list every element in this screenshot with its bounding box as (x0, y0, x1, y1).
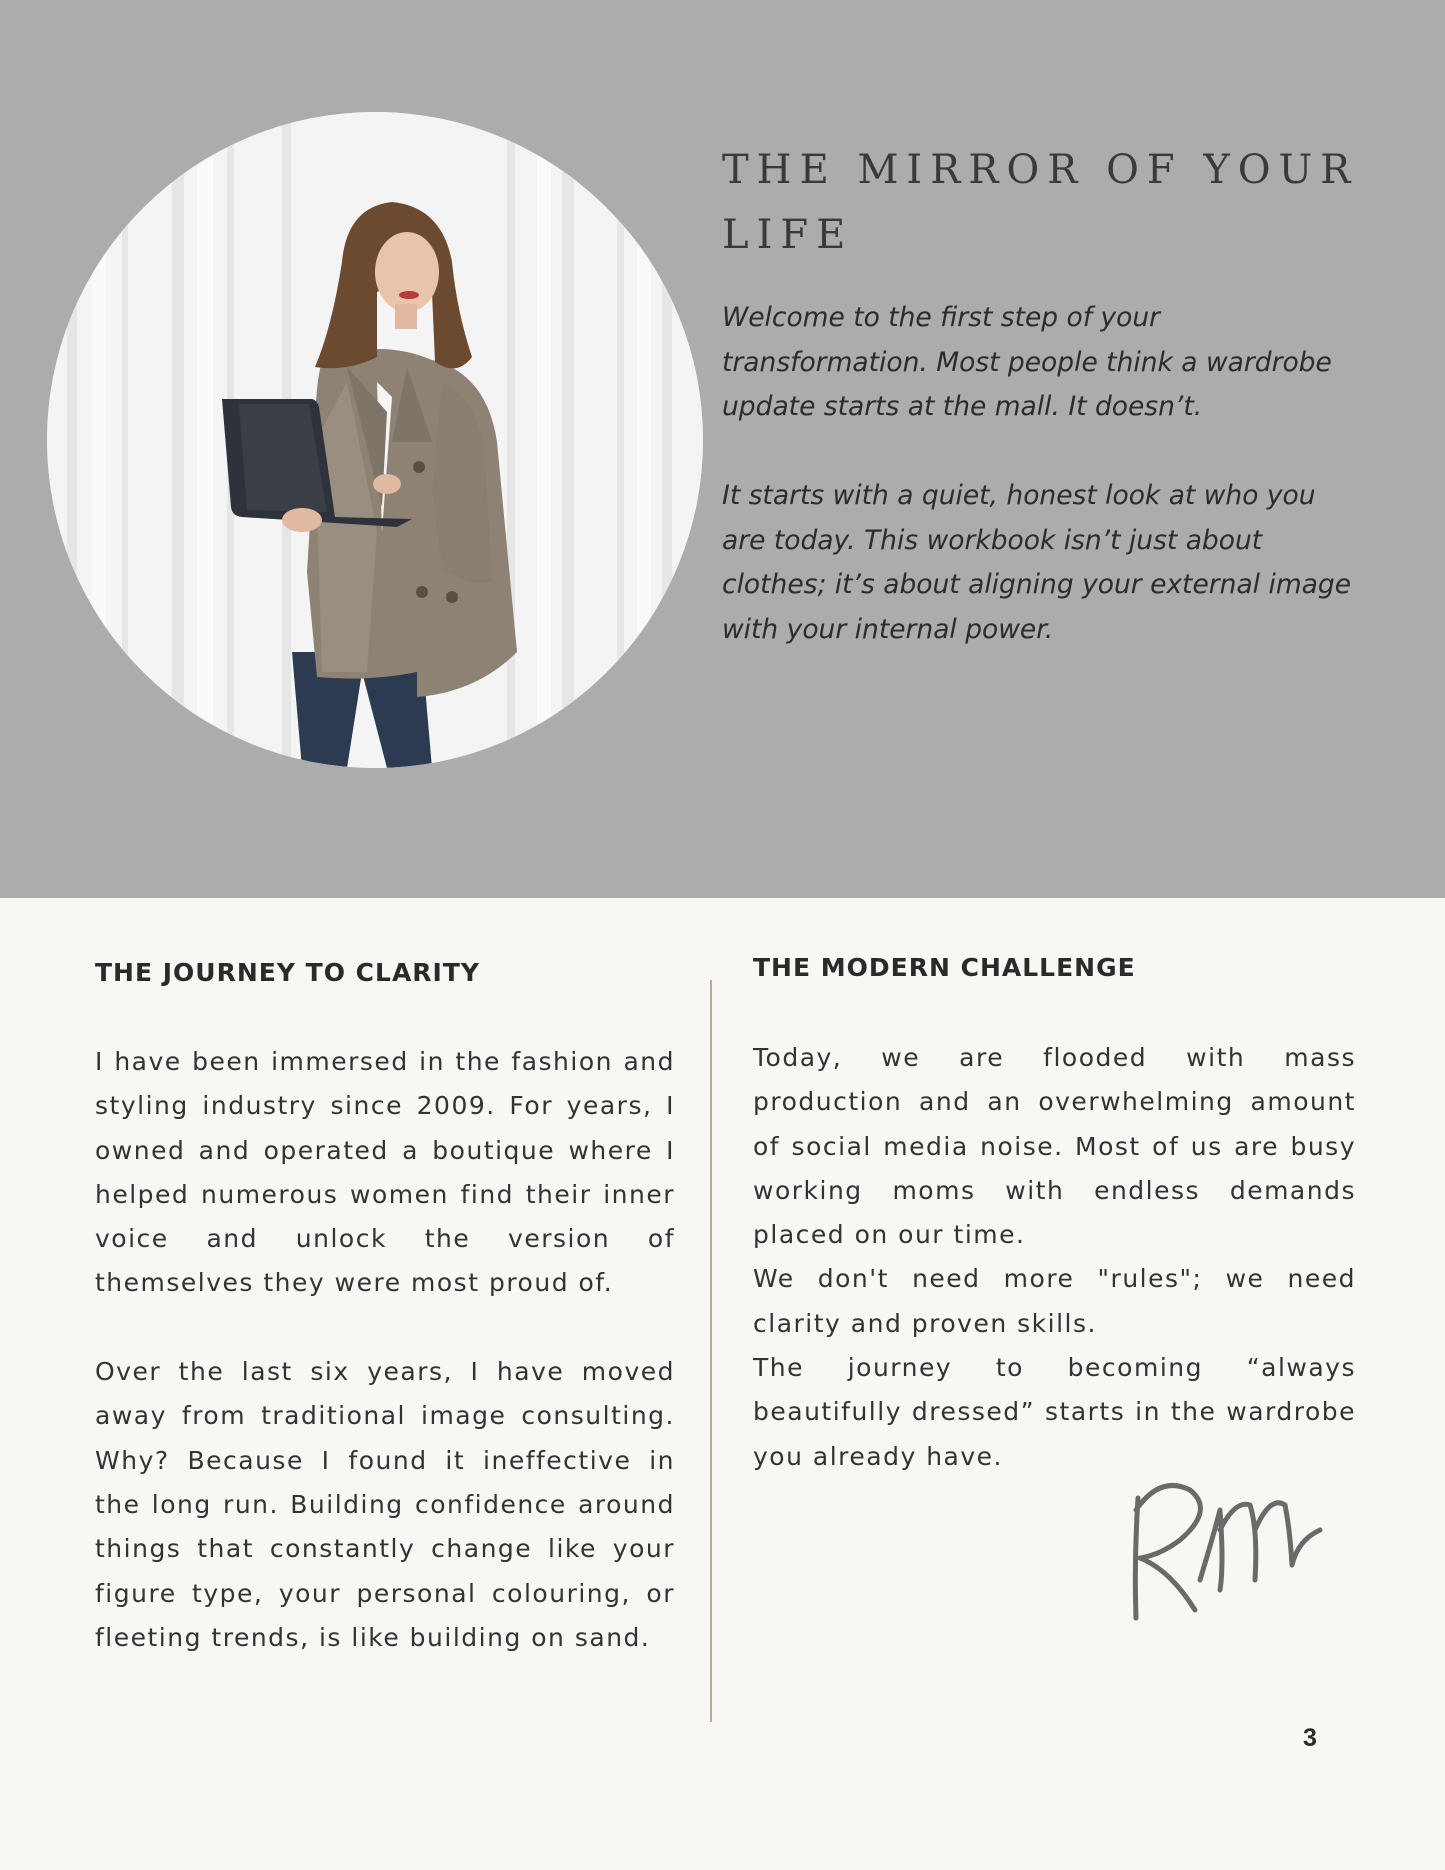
challenge-body (753, 1036, 1356, 1479)
intro-paragraph: Welcome to the first step of your transformation. Most people think a wardrobe update starts at the mall. It doesn’t. (722, 302, 1332, 422)
challenge-paragraph: The journey to becoming “always beautifully dressed” starts in the wardrobe you already have. (753, 1353, 1356, 1471)
journey-paragraph: I have been immersed in the fashion and styling industry since 2009. For years, I owned and operated a boutique where I helped numerous women find their inner voice and unlock the version of themselves they were most proud of. (95, 1047, 675, 1298)
intro-text (722, 296, 1362, 652)
challenge-paragraph: We don't need more "rules"; we need clarity and proven skills. (753, 1264, 1356, 1338)
intro-paragraph: It starts with a quiet, honest look at who you are today. This workbook isn’t just about clothes; it’s about aligning your external image with your internal power. (722, 480, 1352, 645)
challenge-heading: THE MODERN CHALLENGE (753, 953, 1136, 982)
signature-icon (1120, 1470, 1340, 1630)
column-divider (710, 980, 712, 1722)
journey-heading: THE JOURNEY TO CLARITY (95, 958, 481, 987)
challenge-paragraph: Today, we are flooded with mass production and an overwhelming amount of social media noise. Most of us are busy working moms with endless demands placed on our time. (753, 1043, 1356, 1250)
page-number: 3 (1303, 1724, 1317, 1752)
journey-paragraph: Over the last six years, I have moved away from traditional image consulting. Why? Because I found it ineffective in the long run. Building confidence around things that constantly change like your figure type, your personal colouring, or fleeting trends, is like building on sand. (95, 1357, 675, 1652)
journey-body (95, 1040, 675, 1660)
hero-section (0, 0, 1445, 898)
portrait-photo (47, 112, 703, 768)
page-title: THE MIRROR OF YOUR LIFE (722, 147, 1359, 258)
